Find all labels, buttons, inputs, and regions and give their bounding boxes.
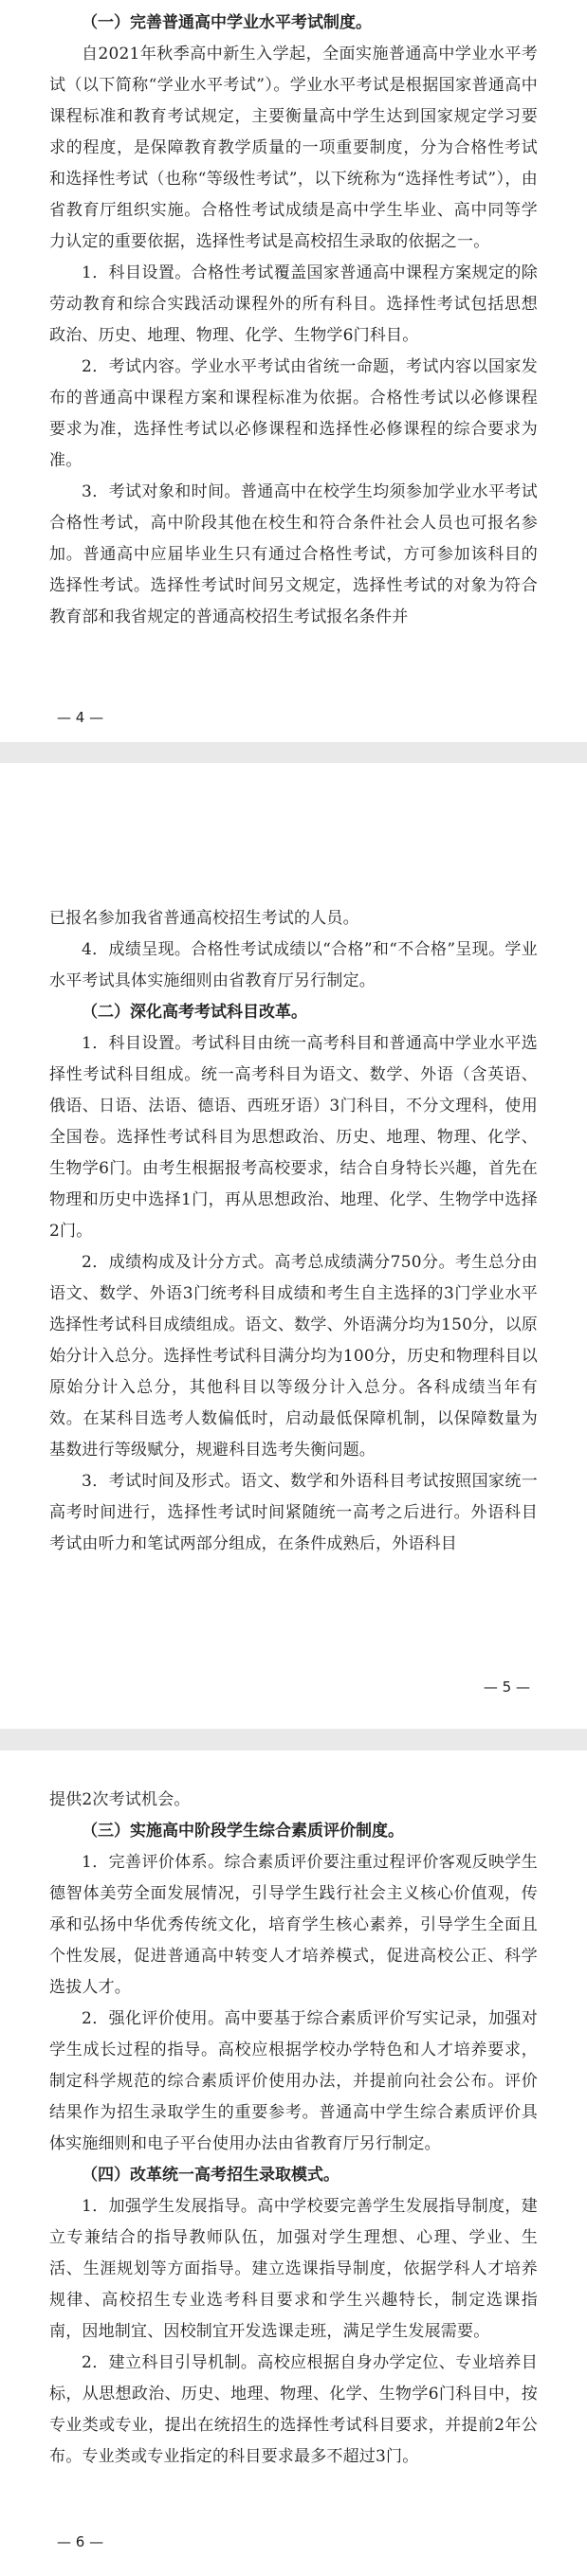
page-number: — 5 — (483, 1678, 530, 1696)
body-paragraph: 1．完善评价体系。综合素质评价要注重过程评价客观反映学生德智体美劳全面发展情况，引导学生践行社会主义核心价值观，传承和弘扬中华优秀传统文化，培育学生核心素养，引导学生全面且个性发展，促进普通高中转变人才培养模式，促进高校公正、科学选拔人才。 (49, 1853, 538, 1997)
body-paragraph: 2．考试内容。学业水平考试由省统一命题，考试内容以国家发布的普通高中课程方案和课程标准为依据。合格性考试以必修课程要求为准，选择性考试以必修课程和选择性必修课程的综合要求为准。 (49, 357, 538, 470)
document-page-6 (0, 1751, 587, 2576)
body-paragraph: 3．考试对象和时间。普通高中在校学生均须参加学业水平考试合格性考试，高中阶段其他在校生和符合条件社会人员也可报名参加。普通高中应届毕业生只有通过合格性考试，方可参加该科目的选择性考试。选择性考试时间另文规定，选择性考试的对象为符合教育部和我省规定的普通高校招生考试报名条件并 (49, 482, 538, 626)
body-paragraph: 2．强化评价使用。高中要基于综合素质评价写实记录，加强对学生成长过程的指导。高校应根据学校办学特色和人才培养要求，制定科学规范的综合素质评价使用办法，并提前向社会公布。评价结果作为招生录取学生的重要参考。普通高中学生综合素质评价具体实施细则和电子平台使用办法由省教育厅另行制定。 (49, 2009, 538, 2153)
body-paragraph: 3．考试时间及形式。语文、数学和外语科目考试按照国家统一高考时间进行，选择性考试时间紧随统一高考之后进行。外语科目考试由听力和笔试两部分组成，在条件成熟后，外语科目 (49, 1472, 538, 1553)
continued-paragraph: 提供2次考试机会。 (49, 1790, 191, 1809)
page-number: — 6 — (57, 2533, 104, 2550)
section-heading: （四）改革统一高考招生录取模式。 (82, 2166, 339, 2185)
body-paragraph: 1．科目设置。合格性考试覆盖国家普通高中课程方案规定的除劳动教育和综合实践活动课程外的所有科目。选择性考试包括思想政治、历史、地理、物理、化学、生物学6门科目。 (49, 263, 538, 345)
body-paragraph: 2．建立科目引导机制。高校应根据自身办学定位、专业培养目标，从思想政治、历史、地理、物理、化学、生物学6门科目中，按专业类或专业，提出在统招生的选择性考试科目要求，并提前2年公布。专业类或专业指定的科目要求最多不超过3门。 (49, 2353, 538, 2466)
section-heading: （三）实施高中阶段学生综合素质评价制度。 (82, 1822, 404, 1841)
section-heading: （一）完善普通高中学业水平考试制度。 (82, 13, 372, 32)
top-margin (49, 1758, 538, 1785)
top-margin (49, 771, 538, 903)
body-paragraph: 1．科目设置。考试科目由统一高考科目和普通高中学业水平选择性考试科目组成。统一高考科目为语文、数学、外语（含英语、俄语、日语、法语、德语、西班牙语）3门科目，不分文理科，使用全国卷。选择性考试科目为思想政治、历史、地理、物理、化学、生物学6门。由考生根据报考高校要求，结合自身特长兴趣，首先在物理和历史中选择1门，再从思想政治、地理、化学、生物学中选择2门。 (49, 1034, 538, 1241)
section-heading: （二）深化高考考试科目改革。 (82, 1003, 307, 1022)
document-page-4 (0, 0, 587, 742)
document-page-5 (0, 763, 587, 1729)
body-paragraph: 2．成绩构成及计分方式。高考总成绩满分750分。考生总分由语文、数学、外语3门统考科目成绩和考生自主选择的3门学业水平选择性考试科目成绩组成。语文、数学、外语满分均为150分，以原始分计入总分。选择性考试科目满分均为100分，历史和物理科目以原始分计入总分，其他科目以等级分计入总分。各科成绩当年有效。在某科目选考人数偏低时，启动最低保障机制，以保障数量为基数进行等级赋分，规避科目选考失衡问题。 (49, 1253, 538, 1460)
body-paragraph: 4．成绩呈现。合格性考试成绩以“合格”和“不合格”呈现。学业水平考试具体实施细则由省教育厅另行制定。 (49, 940, 538, 990)
body-paragraph: 1．加强学生发展指导。高中学校要完善学生发展指导制度，建立专兼结合的指导教师队伍，加强对学生理想、心理、学业、生活、生涯规划等方面指导。建立选课指导制度，依据学科人才培养规律、高校招生专业选考科目要求和学生兴趣特长，制定选课指南，因地制宜、因校制宜开发选课走班，满足学生发展需要。 (49, 2197, 538, 2341)
page-number: — 4 — (57, 709, 104, 726)
body-paragraph: 自2021年秋季高中新生入学起，全面实施普通高中学业水平考试（以下简称“学业水平考试”）。学业水平考试是根据国家普通高中课程标准和教育考试规定，主要衡量高中学生达到国家规定学习要求的程度，是保障教育教学质量的一项重要制度，分为合格性考试和选择性考试（也称“等级性考试”，以下统称为“选择性考试”），由省教育厅组织实施。合格性考试成绩是高中学生毕业、高中同等学力认定的重要依据，选择性考试是高校招生录取的依据之一。 (49, 45, 538, 251)
continued-paragraph: 已报名参加我省普通高校招生考试的人员。 (49, 909, 359, 928)
